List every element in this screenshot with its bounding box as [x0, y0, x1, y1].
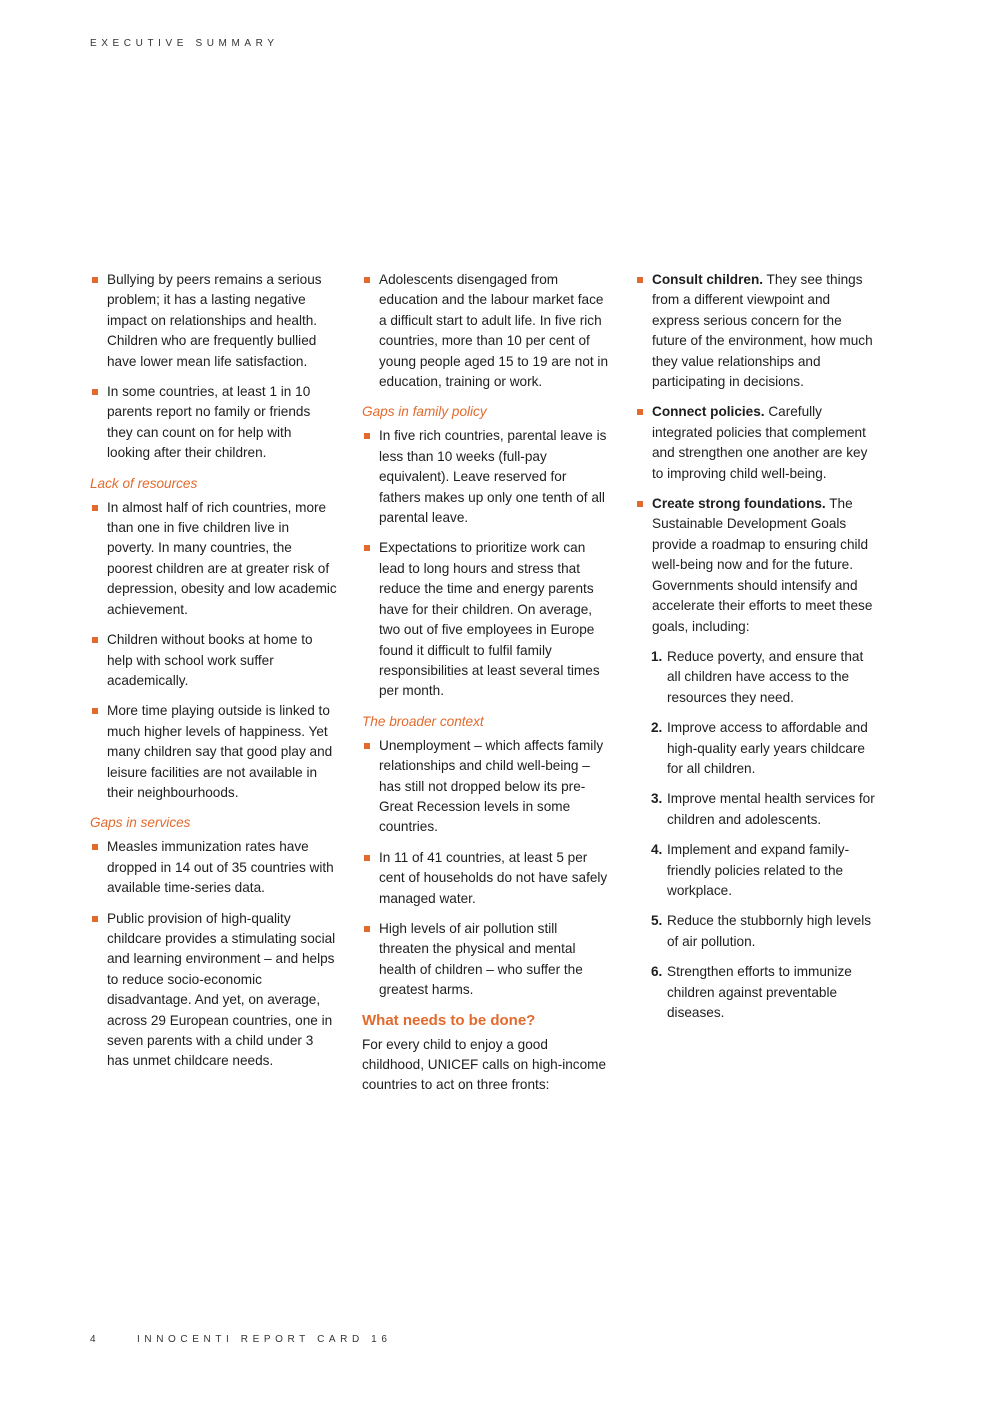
bullet-square-icon [364, 743, 370, 749]
bullet-square-icon [92, 916, 98, 922]
numbered-item [651, 911, 879, 952]
list-item-text: Adolescents disengaged from education and the labour market face a difficult start to adult life. In five rich countries, more than 10 per cent of young people aged 15 to 19 are not in education, training or work. [379, 272, 609, 390]
bullet-square-icon [364, 433, 370, 439]
list-item-text: They see things from a different viewpoint and express serious concern for the future of the environment, how much they value relationships and participating in decisions. [652, 272, 873, 390]
item-number: 3. [651, 791, 663, 807]
list-item [362, 538, 610, 701]
column-1 [90, 270, 338, 1082]
bullet-square-icon [92, 708, 98, 714]
subheading-broader-context: The broader context [362, 713, 484, 729]
list-item [90, 701, 338, 803]
item-text: Improve mental health services for children and adolescents. [667, 791, 875, 827]
list-item-text: In some countries, at least 1 in 10 parents report no family or friends they can count on for help with looking after their children. [107, 384, 311, 461]
numbered-item [651, 718, 879, 779]
item-text: Implement and expand family-friendly policies related to the workplace. [667, 842, 850, 898]
list-item [362, 919, 610, 1001]
list-item-text: In 11 of 41 countries, at least 5 per cent of households do not have safely managed water. [379, 849, 608, 906]
list-item [90, 498, 338, 620]
item-text: Strengthen efforts to immunize children against preventable diseases. [667, 964, 852, 1020]
list-item [90, 270, 338, 372]
list-item-lead: Create strong foundations. [652, 496, 826, 512]
bullet-square-icon [92, 277, 98, 283]
bullet-list [635, 270, 879, 637]
list-item-text: Bullying by peers remains a serious problem; it has a lasting negative impact on relationships and health. Children who are frequently bullied have lower mean life satisfaction. [107, 272, 322, 369]
bullet-square-icon [92, 389, 98, 395]
bullet-list [362, 426, 610, 701]
list-item-text: Children without books at home to help with school work suffer academically. [107, 632, 313, 688]
list-item [635, 270, 879, 392]
list-item [90, 630, 338, 691]
list-item-text: Measles immunization rates have dropped in 14 out of 35 countries with available time-series data. [107, 839, 334, 896]
list-item-text: In almost half of rich countries, more than one in five children live in poverty. In many countries, the poorest children are at greater risk of depression, obesity and low academic achievement. [107, 499, 337, 617]
numbered-list [651, 647, 879, 1024]
bullet-list [362, 736, 610, 1001]
bullet-square-icon [364, 277, 370, 283]
publication-title: INNOCENTI REPORT CARD 16 [137, 1334, 392, 1345]
list-item-text: In five rich countries, parental leave is less than 10 weeks (full-pay equivalent). Leave reserved for fathers makes up only one tenth of all parental leave. [379, 428, 607, 526]
bullet-square-icon [637, 277, 643, 283]
item-text: Reduce the stubbornly high levels of air pollution. [667, 913, 872, 949]
list-item-text: Public provision of high-quality childcare provides a stimulating social and learning environment – and helps to reduce socio-economic disadvantage. And yet, on average, across 29 European countries, one in seven parents with a child under 3 has unmet childcare needs. [107, 910, 336, 1069]
list-item-text: The Sustainable Development Goals provide a roadmap to ensuring child well-being now and for the future. Governments should intensify and accelerate their efforts to meet these goals, including: [652, 496, 873, 634]
list-item-text: Unemployment – which affects family relationships and child well-being – has still not dropped below its pre-Great Recession levels in some countries. [379, 737, 604, 835]
bullet-square-icon [364, 855, 370, 861]
list-item [362, 270, 610, 392]
list-item-text: Carefully integrated policies that complement and strengthen one another are key to improving child well-being. [652, 404, 868, 481]
list-item-text: High levels of air pollution still threaten the physical and mental health of children – who suffer the greatest harms. [379, 920, 583, 998]
bullet-square-icon [637, 501, 643, 507]
list-item [635, 402, 879, 484]
list-item-text: More time playing outside is linked to much higher levels of happiness. Yet many children say that good play and leisure facilities are not available in their neighbourhoods. [107, 703, 333, 800]
list-item [90, 382, 338, 464]
item-text: Reduce poverty, and ensure that all children have access to the resources they need. [667, 648, 864, 705]
list-item [362, 848, 610, 909]
intro-paragraph: For every child to enjoy a good childhood, UNICEF calls on high-income countries to act on three fronts: [362, 1036, 607, 1093]
bullet-square-icon [637, 409, 643, 415]
numbered-item [651, 647, 879, 708]
page-number: 4 [90, 1334, 96, 1345]
item-number: 5. [651, 913, 663, 929]
bullet-list [90, 837, 338, 1071]
numbered-item [651, 789, 879, 830]
list-item-lead: Connect policies. [652, 404, 765, 420]
bullet-square-icon [364, 545, 370, 551]
column-3 [635, 270, 879, 1033]
bullet-square-icon [92, 505, 98, 511]
subheading-gaps-in-family-policy: Gaps in family policy [362, 404, 487, 420]
running-head: EXECUTIVE SUMMARY [90, 38, 279, 49]
list-item-text: Expectations to prioritize work can lead to long hours and stress that reduce the time and energy parents have for their children. On average, two out of five employees in Europe found it difficult to fulfil family responsibilities at least several times per month. [379, 540, 600, 699]
item-number: 4. [651, 842, 663, 858]
subheading-gaps-in-services: Gaps in services [90, 815, 191, 831]
bullet-list [362, 270, 610, 392]
column-2 [362, 270, 610, 1096]
bullet-square-icon [364, 926, 370, 932]
bullet-list [90, 498, 338, 804]
list-item-lead: Consult children. [652, 272, 764, 287]
item-number: 6. [651, 964, 663, 980]
bullet-square-icon [92, 844, 98, 850]
bullet-list [90, 270, 338, 464]
list-item [90, 909, 338, 1072]
list-item [362, 736, 610, 838]
subheading-lack-of-resources: Lack of resources [90, 475, 198, 491]
list-item [90, 837, 338, 898]
list-item [635, 494, 879, 637]
item-text: Improve access to affordable and high-quality early years childcare for all children. [667, 720, 868, 776]
item-number: 2. [651, 720, 663, 736]
bullet-square-icon [92, 637, 98, 643]
section-title: What needs to be done? [362, 1011, 536, 1029]
numbered-item [651, 840, 879, 901]
item-number: 1. [651, 648, 663, 664]
numbered-item [651, 962, 879, 1023]
list-item [362, 426, 610, 528]
